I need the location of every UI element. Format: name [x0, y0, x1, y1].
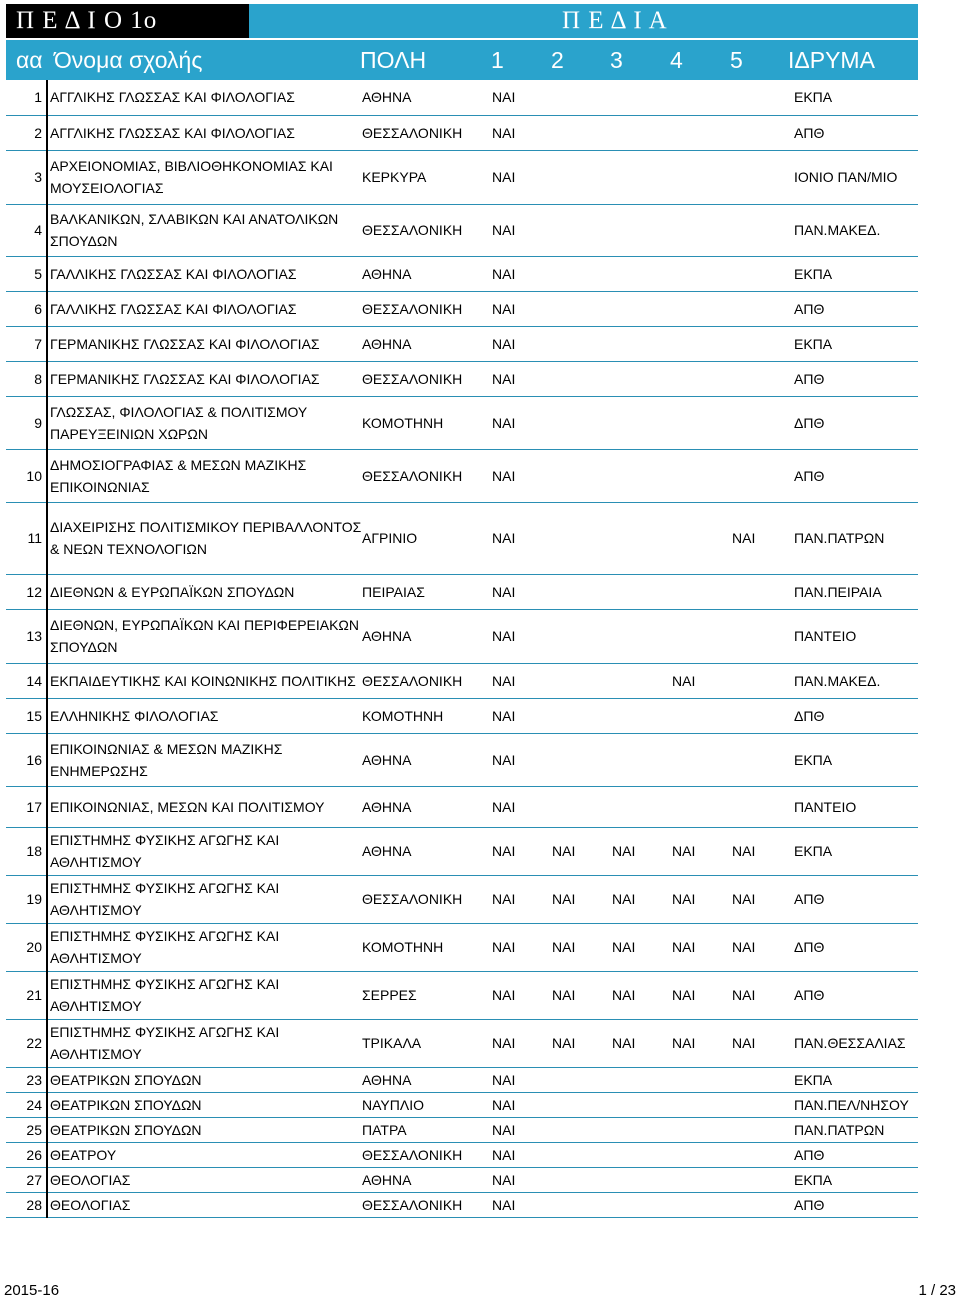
institution-cell: ΑΠΘ: [792, 291, 918, 326]
institution-cell: ΕΚΠΑ: [792, 326, 918, 361]
department-name: ΘΕΑΤΡΟΥ: [47, 1142, 362, 1167]
field-3-cell: [612, 150, 672, 204]
institution-cell: ΠΑΝΤΕΙΟ: [792, 609, 918, 663]
city-cell: ΑΘΗΝΑ: [362, 786, 492, 827]
field-1-cell: ΝΑΙ: [492, 1142, 552, 1167]
field-2-cell: [552, 786, 612, 827]
field-2-cell: [552, 698, 612, 733]
institution-cell: ΔΠΘ: [792, 923, 918, 971]
field-1-cell: ΝΑΙ: [492, 361, 552, 396]
field-4-cell: [672, 80, 732, 115]
field-3-cell: [612, 609, 672, 663]
col-header-5: 5: [730, 47, 743, 73]
field-2-cell: [552, 1067, 612, 1092]
city-cell: ΣΕΡΡΕΣ: [362, 971, 492, 1019]
table-row: [6, 1192, 918, 1217]
department-name: ΘΕΟΛΟΓΙΑΣ: [47, 1192, 362, 1217]
column-header-row: [6, 38, 918, 80]
field-3-cell: [612, 1167, 672, 1192]
field-5-cell: [732, 1067, 792, 1092]
city-cell: ΘΕΣΣΑΛΟΝΙΚΗ: [362, 663, 492, 698]
field-1-cell: ΝΑΙ: [492, 923, 552, 971]
field-5-cell: [732, 1142, 792, 1167]
field-4-cell: [672, 1067, 732, 1092]
field-3-cell: [612, 115, 672, 150]
institution-cell: ΑΠΘ: [792, 875, 918, 923]
field-1-cell: ΝΑΙ: [492, 150, 552, 204]
field-4-cell: [672, 204, 732, 256]
field-2-cell: ΝΑΙ: [552, 971, 612, 1019]
city-cell: ΑΘΗΝΑ: [362, 827, 492, 875]
field-4-cell: [672, 1117, 732, 1142]
field-2-cell: ΝΑΙ: [552, 1019, 612, 1067]
table-row: [6, 875, 918, 923]
field-1-cell: ΝΑΙ: [492, 204, 552, 256]
field-3-cell: [612, 663, 672, 698]
row-number: 24: [6, 1092, 47, 1117]
department-name: ΔΙΕΘΝΩΝ & ΕΥΡΩΠΑΪΚΩΝ ΣΠΟΥΔΩΝ: [47, 574, 362, 609]
city-cell: ΑΘΗΝΑ: [362, 256, 492, 291]
table-row: [6, 1067, 918, 1092]
field-4-cell: [672, 609, 732, 663]
department-name: ΔΙΑΧΕΙΡΙΣΗΣ ΠΟΛΙΤΙΣΜΙΚΟΥ ΠΕΡΙΒΑΛΛΟΝΤΟΣ & ΝΕΩΝ ΤΕΧΝΟΛΟΓΙΩΝ: [47, 502, 362, 574]
table-row: [6, 502, 918, 574]
city-cell: ΘΕΣΣΑΛΟΝΙΚΗ: [362, 361, 492, 396]
city-cell: ΘΕΣΣΑΛΟΝΙΚΗ: [362, 875, 492, 923]
field-1-cell: ΝΑΙ: [492, 1067, 552, 1092]
row-number: 16: [6, 733, 47, 786]
field-2-cell: [552, 291, 612, 326]
row-number: 13: [6, 609, 47, 663]
field-1-cell: ΝΑΙ: [492, 1092, 552, 1117]
field-3-cell: [612, 291, 672, 326]
field-4-cell: ΝΑΙ: [672, 923, 732, 971]
table-row: [6, 396, 918, 449]
field-3-cell: ΝΑΙ: [612, 923, 672, 971]
field-4-cell: ΝΑΙ: [672, 875, 732, 923]
table-row: [6, 204, 918, 256]
field-2-cell: [552, 574, 612, 609]
table-row: [6, 1019, 918, 1067]
field-4-cell: [672, 150, 732, 204]
city-cell: ΑΘΗΝΑ: [362, 326, 492, 361]
field-1-cell: ΝΑΙ: [492, 396, 552, 449]
field-5-cell: [732, 80, 792, 115]
field-5-cell: [732, 150, 792, 204]
field-4-cell: [672, 1092, 732, 1117]
institution-cell: ΑΠΘ: [792, 115, 918, 150]
field-1-cell: ΝΑΙ: [492, 115, 552, 150]
table-row: [6, 80, 918, 115]
institution-cell: ΠΑΝ.ΠΑΤΡΩΝ: [792, 1117, 918, 1142]
department-name: ΘΕΑΤΡΙΚΩΝ ΣΠΟΥΔΩΝ: [47, 1092, 362, 1117]
row-number: 25: [6, 1117, 47, 1142]
field-3-cell: [612, 256, 672, 291]
institution-cell: ΕΚΠΑ: [792, 1067, 918, 1092]
field-2-cell: [552, 502, 612, 574]
field-2-cell: [552, 663, 612, 698]
city-cell: ΘΕΣΣΑΛΟΝΙΚΗ: [362, 115, 492, 150]
field-2-cell: [552, 361, 612, 396]
table-row: [6, 1117, 918, 1142]
field-3-cell: [612, 326, 672, 361]
field-3-cell: [612, 449, 672, 502]
table-row: [6, 291, 918, 326]
department-name: ΓΕΡΜΑΝΙΚΗΣ ΓΛΩΣΣΑΣ ΚΑΙ ΦΙΛΟΛΟΓΙΑΣ: [47, 326, 362, 361]
department-name: ΓΕΡΜΑΝΙΚΗΣ ΓΛΩΣΣΑΣ ΚΑΙ ΦΙΛΟΛΟΓΙΑΣ: [47, 361, 362, 396]
field-1-cell: ΝΑΙ: [492, 698, 552, 733]
field-5-cell: [732, 698, 792, 733]
field-2-cell: [552, 115, 612, 150]
row-number: 27: [6, 1167, 47, 1192]
field-1-cell: ΝΑΙ: [492, 449, 552, 502]
city-cell: ΘΕΣΣΑΛΟΝΙΚΗ: [362, 1192, 492, 1217]
field-4-cell: [672, 256, 732, 291]
row-number: 19: [6, 875, 47, 923]
department-name: ΕΚΠΑΙΔΕΥΤΙΚΗΣ ΚΑΙ ΚΟΙΝΩΝΙΚΗΣ ΠΟΛΙΤΙΚΗΣ: [47, 663, 362, 698]
field-2-cell: [552, 150, 612, 204]
table-row: [6, 1092, 918, 1117]
document-sheet: [6, 4, 918, 1218]
field-3-cell: [612, 502, 672, 574]
institution-cell: ΠΑΝ.ΘΕΣΣΑΛΙΑΣ: [792, 1019, 918, 1067]
city-cell: ΝΑΥΠΛΙΟ: [362, 1092, 492, 1117]
field-2-cell: [552, 1117, 612, 1142]
city-cell: ΚΕΡΚΥΡΑ: [362, 150, 492, 204]
row-number: 12: [6, 574, 47, 609]
table-row: [6, 609, 918, 663]
table-row: [6, 786, 918, 827]
field-4-cell: [672, 574, 732, 609]
row-number: 7: [6, 326, 47, 361]
department-name: ΘΕΑΤΡΙΚΩΝ ΣΠΟΥΔΩΝ: [47, 1117, 362, 1142]
city-cell: ΑΘΗΝΑ: [362, 733, 492, 786]
field-3-cell: [612, 698, 672, 733]
row-number: 26: [6, 1142, 47, 1167]
department-name: ΕΠΙΣΤΗΜΗΣ ΦΥΣΙΚΗΣ ΑΓΩΓΗΣ ΚΑΙ ΑΘΛΗΤΙΣΜΟΥ: [47, 923, 362, 971]
city-cell: ΑΘΗΝΑ: [362, 609, 492, 663]
field-3-cell: [612, 1192, 672, 1217]
row-number: 18: [6, 827, 47, 875]
institution-cell: ΑΠΘ: [792, 1142, 918, 1167]
city-cell: ΘΕΣΣΑΛΟΝΙΚΗ: [362, 1142, 492, 1167]
field-5-cell: [732, 1117, 792, 1142]
field-5-cell: [732, 663, 792, 698]
field-4-cell: [672, 786, 732, 827]
institution-cell: ΔΠΘ: [792, 698, 918, 733]
col-header-3: 3: [610, 47, 623, 73]
table-row: [6, 1142, 918, 1167]
institution-cell: ΕΚΠΑ: [792, 80, 918, 115]
institution-cell: ΠΑΝΤΕΙΟ: [792, 786, 918, 827]
field-1-cell: ΝΑΙ: [492, 609, 552, 663]
field-4-cell: [672, 1142, 732, 1167]
row-number: 9: [6, 396, 47, 449]
field-5-cell: [732, 204, 792, 256]
department-name: ΕΠΙΣΤΗΜΗΣ ΦΥΣΙΚΗΣ ΑΓΩΓΗΣ ΚΑΙ ΑΘΛΗΤΙΣΜΟΥ: [47, 971, 362, 1019]
row-number: 22: [6, 1019, 47, 1067]
row-number: 20: [6, 923, 47, 971]
col-header-city: ΠΟΛΗ: [360, 47, 427, 73]
city-cell: ΘΕΣΣΑΛΟΝΙΚΗ: [362, 449, 492, 502]
table-row: [6, 256, 918, 291]
department-name: ΑΡΧΕΙΟΝΟΜΙΑΣ, ΒΙΒΛΙΟΘΗΚΟΝΟΜΙΑΣ ΚΑΙ ΜΟΥΣΕΙΟΛΟΓΙΑΣ: [47, 150, 362, 204]
field-4-cell: ΝΑΙ: [672, 827, 732, 875]
department-name: ΓΛΩΣΣΑΣ, ΦΙΛΟΛΟΓΙΑΣ & ΠΟΛΙΤΙΣΜΟΥ ΠΑΡΕΥΞΕΙΝΙΩΝ ΧΩΡΩΝ: [47, 396, 362, 449]
field-1-cell: ΝΑΙ: [492, 733, 552, 786]
field-2-cell: [552, 396, 612, 449]
table-row: [6, 326, 918, 361]
city-cell: ΑΘΗΝΑ: [362, 1067, 492, 1092]
row-number: 21: [6, 971, 47, 1019]
row-number: 10: [6, 449, 47, 502]
row-number: 11: [6, 502, 47, 574]
institution-cell: ΕΚΠΑ: [792, 1167, 918, 1192]
field-4-cell: [672, 733, 732, 786]
field-5-cell: [732, 291, 792, 326]
department-name: ΓΑΛΛΙΚΗΣ ΓΛΩΣΣΑΣ ΚΑΙ ΦΙΛΟΛΟΓΙΑΣ: [47, 256, 362, 291]
departments-table-body: [6, 80, 918, 1217]
col-header-idryma: ΙΔΡΥΜΑ: [788, 47, 875, 73]
table-row: [6, 663, 918, 698]
field-4-cell: [672, 361, 732, 396]
field-3-cell: [612, 80, 672, 115]
row-number: 8: [6, 361, 47, 396]
field-5-cell: [732, 361, 792, 396]
field-3-cell: [612, 574, 672, 609]
city-cell: ΘΕΣΣΑΛΟΝΙΚΗ: [362, 291, 492, 326]
institution-cell: ΠΑΝ.ΜΑΚΕΔ.: [792, 663, 918, 698]
field-3-cell: [612, 1142, 672, 1167]
department-name: ΑΓΓΛΙΚΗΣ ΓΛΩΣΣΑΣ ΚΑΙ ΦΙΛΟΛΟΓΙΑΣ: [47, 115, 362, 150]
field-4-cell: ΝΑΙ: [672, 1019, 732, 1067]
field-1-cell: ΝΑΙ: [492, 1167, 552, 1192]
department-name: ΕΠΙΣΤΗΜΗΣ ΦΥΣΙΚΗΣ ΑΓΩΓΗΣ ΚΑΙ ΑΘΛΗΤΙΣΜΟΥ: [47, 827, 362, 875]
field-5-cell: [732, 733, 792, 786]
department-name: ΒΑΛΚΑΝΙΚΩΝ, ΣΛΑΒΙΚΩΝ ΚΑΙ ΑΝΑΤΟΛΙΚΩΝ ΣΠΟΥΔΩΝ: [47, 204, 362, 256]
row-number: 15: [6, 698, 47, 733]
row-number: 4: [6, 204, 47, 256]
table-row: [6, 574, 918, 609]
field-1-cell: ΝΑΙ: [492, 502, 552, 574]
field-2-cell: ΝΑΙ: [552, 875, 612, 923]
table-row: [6, 361, 918, 396]
field-2-cell: [552, 1092, 612, 1117]
row-number: 28: [6, 1192, 47, 1217]
department-name: ΘΕΟΛΟΓΙΑΣ: [47, 1167, 362, 1192]
field-3-cell: [612, 733, 672, 786]
field-5-cell: [732, 609, 792, 663]
field-4-cell: [672, 291, 732, 326]
field-5-cell: [732, 1192, 792, 1217]
city-cell: ΑΓΡΙΝΙΟ: [362, 502, 492, 574]
field-5-cell: [732, 449, 792, 502]
city-cell: ΚΟΜΟΤΗΝΗ: [362, 396, 492, 449]
table-row: [6, 449, 918, 502]
field-5-cell: ΝΑΙ: [732, 971, 792, 1019]
field-1-cell: ΝΑΙ: [492, 256, 552, 291]
institution-cell: ΑΠΘ: [792, 449, 918, 502]
field-2-cell: [552, 204, 612, 256]
field-1-cell: ΝΑΙ: [492, 1192, 552, 1217]
city-cell: ΑΘΗΝΑ: [362, 80, 492, 115]
table-row: [6, 923, 918, 971]
row-number: 5: [6, 256, 47, 291]
fields-title: Π Ε Δ Ι Α: [562, 7, 668, 34]
institution-cell: ΠΑΝ.ΠΑΤΡΩΝ: [792, 502, 918, 574]
field-title: Π Ε Δ Ι Ο 1ο: [6, 4, 249, 38]
field-1-cell: ΝΑΙ: [492, 786, 552, 827]
institution-cell: ΑΠΘ: [792, 1192, 918, 1217]
table-row: [6, 1167, 918, 1192]
row-number: 2: [6, 115, 47, 150]
department-name: ΓΑΛΛΙΚΗΣ ΓΛΩΣΣΑΣ ΚΑΙ ΦΙΛΟΛΟΓΙΑΣ: [47, 291, 362, 326]
institution-cell: ΑΠΘ: [792, 971, 918, 1019]
institution-cell: ΕΚΠΑ: [792, 827, 918, 875]
field-2-cell: [552, 80, 612, 115]
institution-cell: ΠΑΝ.ΠΕΛ/ΝΗΣΟΥ: [792, 1092, 918, 1117]
department-name: ΔΙΕΘΝΩΝ, ΕΥΡΩΠΑΪΚΩΝ ΚΑΙ ΠΕΡΙΦΕΡΕΙΑΚΩΝ ΣΠΟΥΔΩΝ: [47, 609, 362, 663]
field-3-cell: ΝΑΙ: [612, 971, 672, 1019]
field-3-cell: ΝΑΙ: [612, 875, 672, 923]
field-4-cell: [672, 449, 732, 502]
field-3-cell: [612, 204, 672, 256]
field-5-cell: [732, 1167, 792, 1192]
field-2-cell: [552, 1142, 612, 1167]
table-row: [6, 115, 918, 150]
field-5-cell: ΝΑΙ: [732, 1019, 792, 1067]
field-5-cell: ΝΑΙ: [732, 827, 792, 875]
institution-cell: ΠΑΝ.ΠΕΙΡΑΙΑ: [792, 574, 918, 609]
field-4-cell: ΝΑΙ: [672, 971, 732, 1019]
field-5-cell: ΝΑΙ: [732, 502, 792, 574]
table-row: [6, 827, 918, 875]
city-cell: ΠΕΙΡΑΙΑΣ: [362, 574, 492, 609]
field-3-cell: [612, 1117, 672, 1142]
field-1-cell: ΝΑΙ: [492, 291, 552, 326]
field-2-cell: [552, 449, 612, 502]
col-header-1: 1: [491, 47, 504, 73]
field-1-cell: ΝΑΙ: [492, 326, 552, 361]
field-4-cell: [672, 396, 732, 449]
title-bar: [6, 4, 918, 38]
field-5-cell: [732, 256, 792, 291]
department-name: ΑΓΓΛΙΚΗΣ ΓΛΩΣΣΑΣ ΚΑΙ ΦΙΛΟΛΟΓΙΑΣ: [47, 80, 362, 115]
department-name: ΕΛΛΗΝΙΚΗΣ ΦΙΛΟΛΟΓΙΑΣ: [47, 698, 362, 733]
field-3-cell: ΝΑΙ: [612, 1019, 672, 1067]
field-3-cell: [612, 396, 672, 449]
city-cell: ΚΟΜΟΤΗΝΗ: [362, 698, 492, 733]
field-5-cell: [732, 786, 792, 827]
department-name: ΕΠΙΚΟΙΝΩΝΙΑΣ & ΜΕΣΩΝ ΜΑΖΙΚΗΣ ΕΝΗΜΕΡΩΣΗΣ: [47, 733, 362, 786]
department-name: ΕΠΙΚΟΙΝΩΝΙΑΣ, ΜΕΣΩΝ ΚΑΙ ΠΟΛΙΤΙΣΜΟΥ: [47, 786, 362, 827]
field-5-cell: [732, 115, 792, 150]
department-name: ΘΕΑΤΡΙΚΩΝ ΣΠΟΥΔΩΝ: [47, 1067, 362, 1092]
field-3-cell: [612, 1092, 672, 1117]
field-4-cell: ΝΑΙ: [672, 663, 732, 698]
department-name: ΕΠΙΣΤΗΜΗΣ ΦΥΣΙΚΗΣ ΑΓΩΓΗΣ ΚΑΙ ΑΘΛΗΤΙΣΜΟΥ: [47, 1019, 362, 1067]
field-1-cell: ΝΑΙ: [492, 80, 552, 115]
footer-year: 2015-16: [4, 1282, 60, 1299]
institution-cell: ΕΚΠΑ: [792, 733, 918, 786]
field-3-cell: [612, 786, 672, 827]
field-4-cell: [672, 326, 732, 361]
institution-cell: ΔΠΘ: [792, 396, 918, 449]
field-1-cell: ΝΑΙ: [492, 574, 552, 609]
city-cell: ΤΡΙΚΑΛΑ: [362, 1019, 492, 1067]
field-3-cell: ΝΑΙ: [612, 827, 672, 875]
col-header-4: 4: [670, 47, 683, 73]
row-number: 23: [6, 1067, 47, 1092]
institution-cell: ΑΠΘ: [792, 361, 918, 396]
footer-page-number: 1 / 23: [918, 1282, 956, 1299]
table-row: [6, 150, 918, 204]
field-2-cell: ΝΑΙ: [552, 827, 612, 875]
institution-cell: ΙΟΝΙΟ ΠΑΝ/ΜΙΟ: [792, 150, 918, 204]
institution-cell: ΕΚΠΑ: [792, 256, 918, 291]
city-cell: ΘΕΣΣΑΛΟΝΙΚΗ: [362, 204, 492, 256]
field-3-cell: [612, 1067, 672, 1092]
field-3-cell: [612, 361, 672, 396]
field-2-cell: [552, 1192, 612, 1217]
col-header-aa: αα: [16, 47, 43, 73]
col-header-2: 2: [551, 47, 564, 73]
field-2-cell: [552, 326, 612, 361]
field-1-cell: ΝΑΙ: [492, 1019, 552, 1067]
field-4-cell: [672, 1192, 732, 1217]
department-name: ΔΗΜΟΣΙΟΓΡΑΦΙΑΣ & ΜΕΣΩΝ ΜΑΖΙΚΗΣ ΕΠΙΚΟΙΝΩΝΙΑΣ: [47, 449, 362, 502]
field-4-cell: [672, 698, 732, 733]
institution-cell: ΠΑΝ.ΜΑΚΕΔ.: [792, 204, 918, 256]
field-2-cell: [552, 1167, 612, 1192]
col-header-name: Όνομα σχολής: [54, 47, 203, 73]
field-2-cell: ΝΑΙ: [552, 923, 612, 971]
row-number: 3: [6, 150, 47, 204]
city-cell: ΠΑΤΡΑ: [362, 1117, 492, 1142]
field-2-cell: [552, 609, 612, 663]
field-1-cell: ΝΑΙ: [492, 971, 552, 1019]
field-1-cell: ΝΑΙ: [492, 875, 552, 923]
table-row: [6, 698, 918, 733]
departments-table: [6, 80, 918, 1218]
row-number: 6: [6, 291, 47, 326]
field-5-cell: [732, 326, 792, 361]
field-1-cell: ΝΑΙ: [492, 827, 552, 875]
field-2-cell: [552, 256, 612, 291]
table-row: [6, 971, 918, 1019]
row-number: 17: [6, 786, 47, 827]
city-cell: ΚΟΜΟΤΗΝΗ: [362, 923, 492, 971]
field-4-cell: [672, 115, 732, 150]
row-number: 14: [6, 663, 47, 698]
field-5-cell: ΝΑΙ: [732, 923, 792, 971]
field-5-cell: [732, 1092, 792, 1117]
field-5-cell: ΝΑΙ: [732, 875, 792, 923]
table-row: [6, 733, 918, 786]
field-2-cell: [552, 733, 612, 786]
field-1-cell: ΝΑΙ: [492, 663, 552, 698]
field-5-cell: [732, 396, 792, 449]
department-name: ΕΠΙΣΤΗΜΗΣ ΦΥΣΙΚΗΣ ΑΓΩΓΗΣ ΚΑΙ ΑΘΛΗΤΙΣΜΟΥ: [47, 875, 362, 923]
field-5-cell: [732, 574, 792, 609]
field-4-cell: [672, 1167, 732, 1192]
field-4-cell: [672, 502, 732, 574]
city-cell: ΑΘΗΝΑ: [362, 1167, 492, 1192]
field-1-cell: ΝΑΙ: [492, 1117, 552, 1142]
row-number: 1: [6, 80, 47, 115]
